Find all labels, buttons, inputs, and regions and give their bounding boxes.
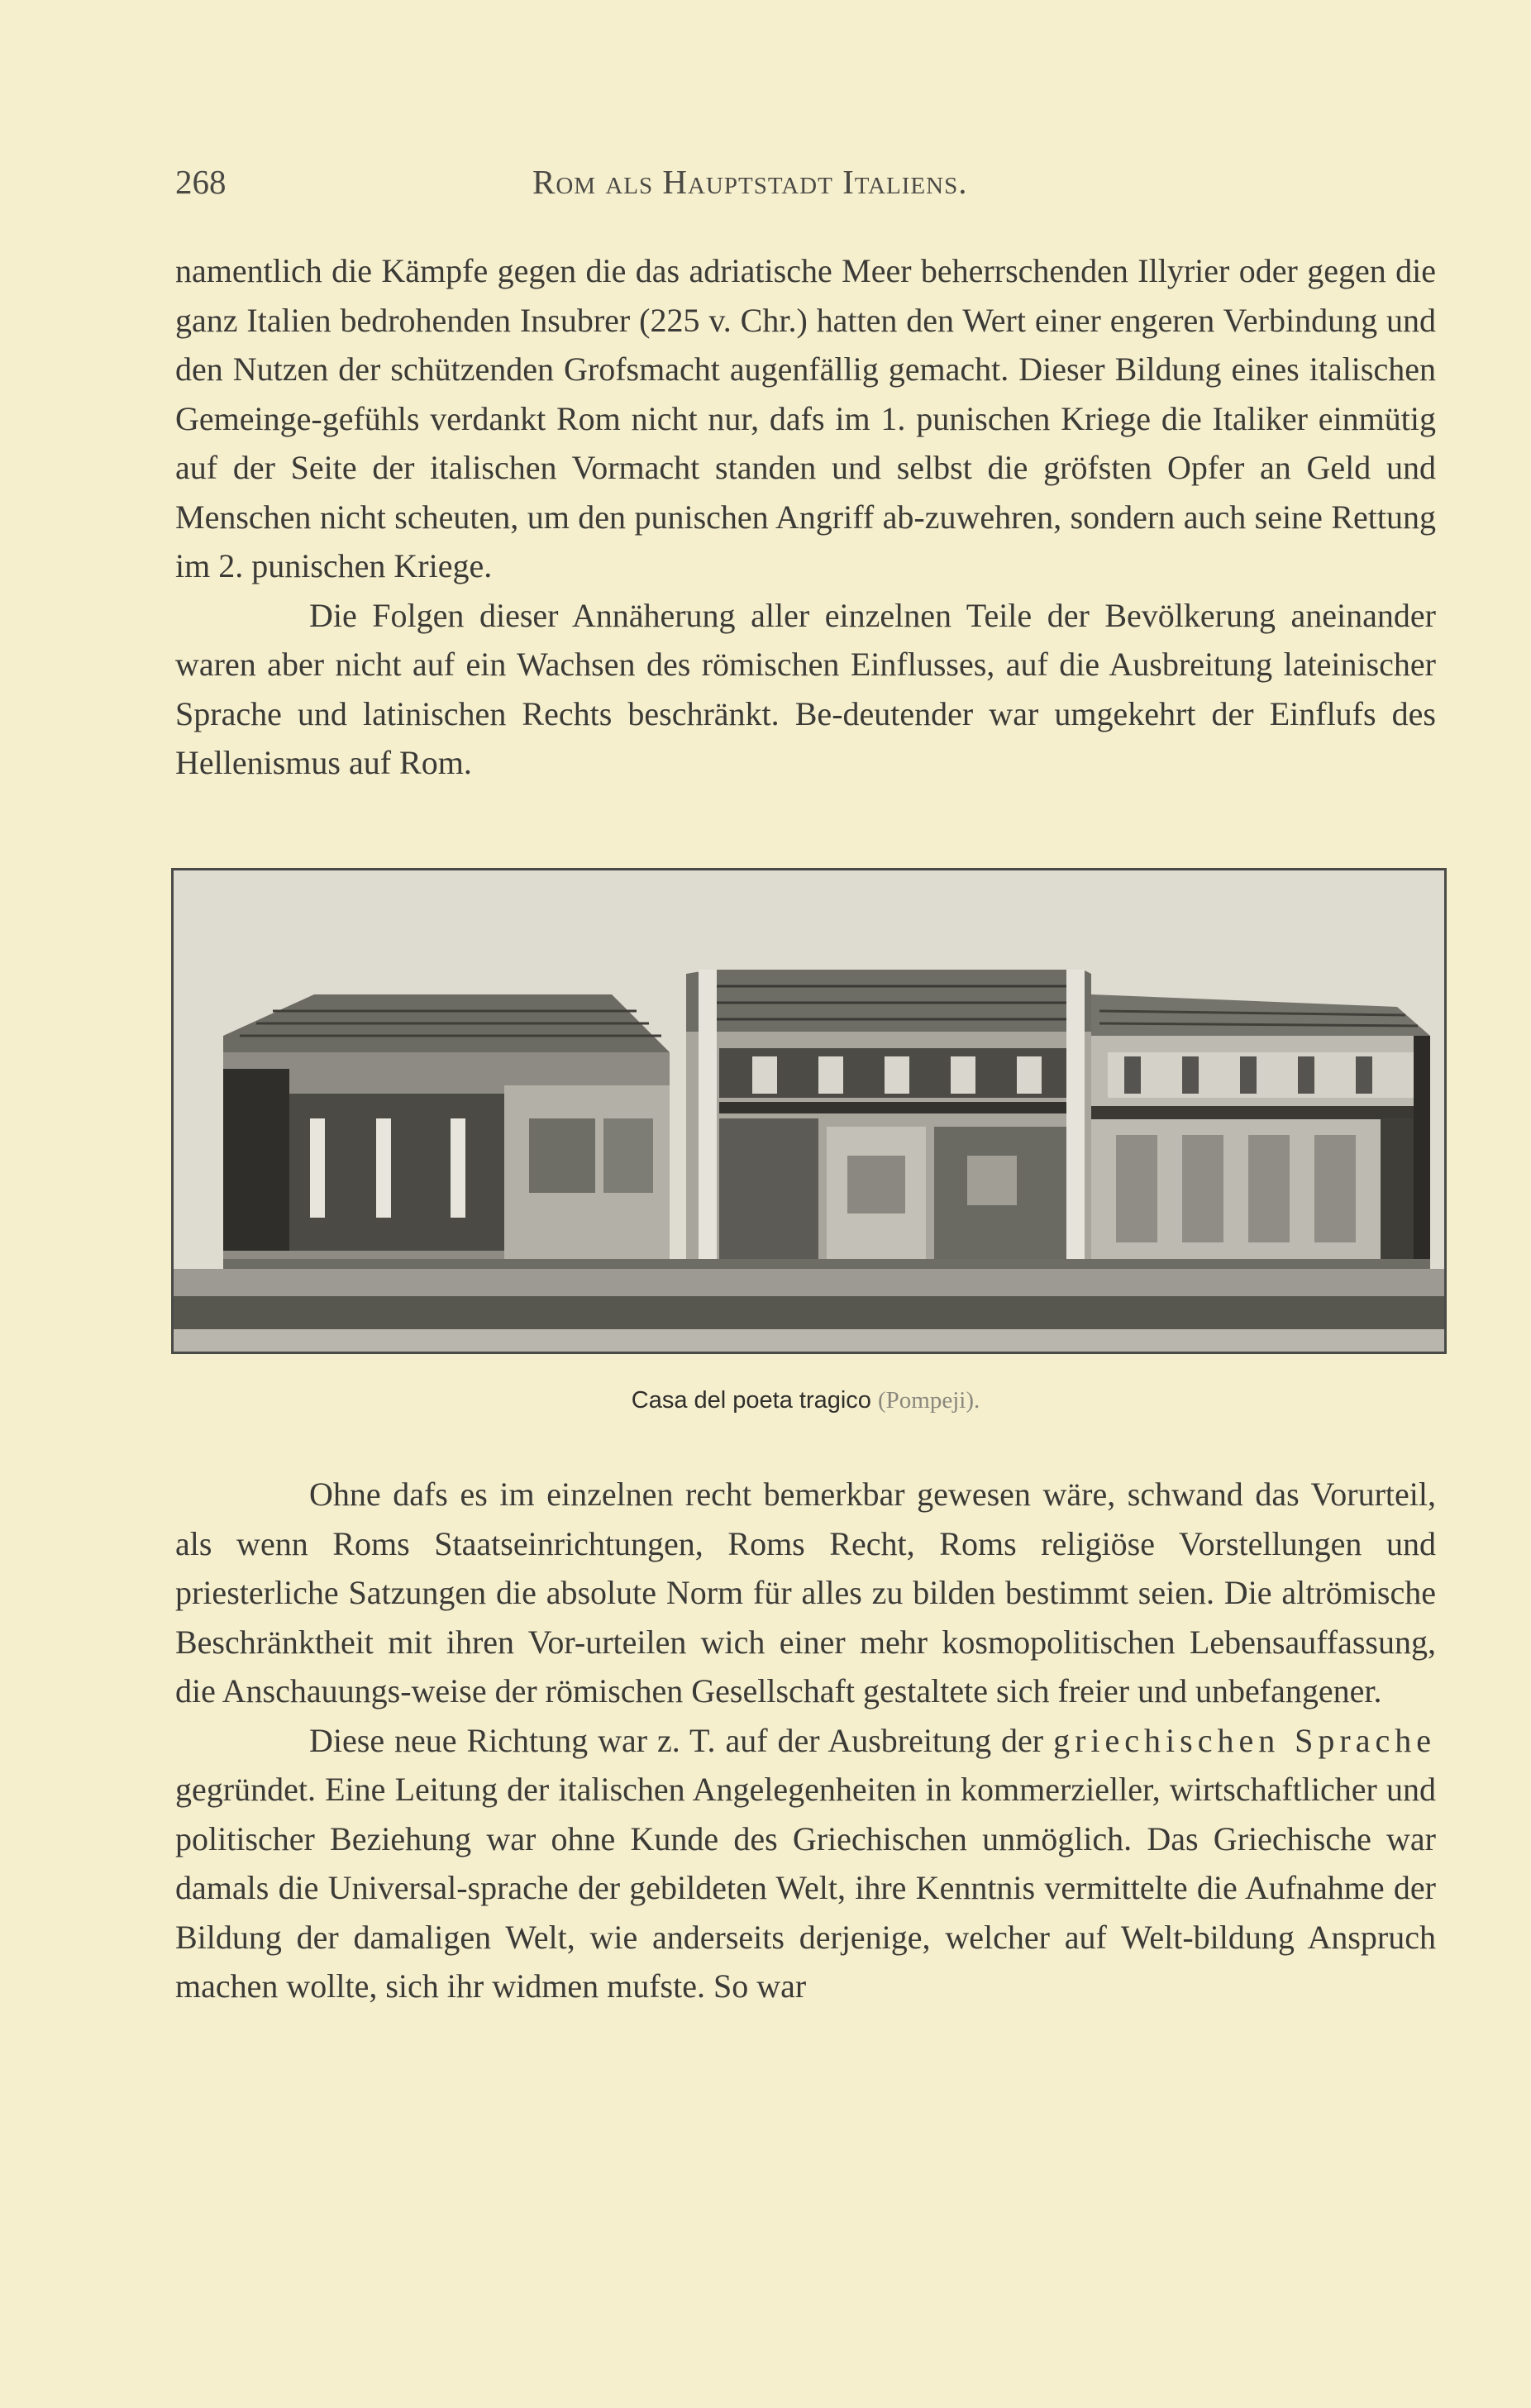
paragraph: Ohne dafs es im einzelnen recht bemerkbar gewesen wäre, schwand das Vorurteil, als wenn Roms Staatseinrichtungen, Roms Recht, Roms religiöse Vorstellungen und priesterliche Satzungen die absolute Norm für alles zu bilden bestimmt seien. Die altrömische Beschränktheit mit ihren Vor-urteilen wich einer mehr kosmopolitischen Lebensauffassung, die Anschauungs-weise der römischen Gesellschaft gestaltete sich freier und unbefangener. [175, 1476, 1436, 1709]
paragraph-rest: gegründet. Eine Leitung der italischen Angelegenheiten in kommerzieller, wirtschaftlicher und politischer Beziehung war ohne Kunde des Griechischen unmöglich. Das Griechische war damals die Universal-sprache der gebildeten Welt, ihre Kenntnis vermittelte die Aufnahme der Bildung der damaligen Welt, wie anderseits derjenige, welcher auf Welt-bildung Anspruch machen wollte, sich ihr widmen mufste. So war [175, 1771, 1436, 2005]
caption-title: Casa del poeta tragico [631, 1387, 871, 1414]
running-title: Rom als Hauptstadt Italiens. [532, 163, 968, 201]
page-header [175, 162, 1436, 212]
body-text-bottom [175, 1470, 1436, 2011]
paragraph: namentlich die Kämpfe gegen die das adriatische Meer beherrschenden Illyrier oder gegen die ganz Italien bedrohenden Insubrer (225 v. Chr.) hatten den Wert einer engeren Verbindung und den Nutzen der schützenden Grofsmacht augenfällig gemacht. Dieser Bildung eines italischen Gemeinge-gefühls verdankt Rom nicht nur, dafs im 1. punischen Kriege die Italiker einmütig auf der Seite der italischen Vormacht standen und selbst die gröfsten Opfer an Geld und Menschen nicht scheuten, um den punischen Angriff ab-zuwehren, sondern auch seine Rettung im 2. punischen Kriege. [175, 252, 1436, 584]
page-number: 268 [175, 163, 227, 201]
paragraph-start: Diese neue Richtung war z. T. auf der Ausbreitung der [309, 1721, 1044, 1759]
paragraph [175, 1716, 1436, 2011]
spaced-emphasis: griechischen Sprache [1053, 1721, 1437, 1759]
house-illustration [171, 868, 1447, 1354]
body-text-top [175, 246, 1436, 788]
figure-caption [175, 1387, 1436, 1414]
caption-place: (Pompeji). [878, 1387, 980, 1414]
house-section-drawing [174, 870, 1444, 1352]
paragraph: Die Folgen dieser Annäherung aller einzelnen Teile der Bevölkerung aneinander waren aber nicht auf ein Wachsen des römischen Einflusses, auf die Ausbreitung lateinischer Sprache und latinischen Rechts beschränkt. Be-deutender war umgekehrt der Einflufs des Hellenismus auf Rom. [175, 596, 1436, 781]
